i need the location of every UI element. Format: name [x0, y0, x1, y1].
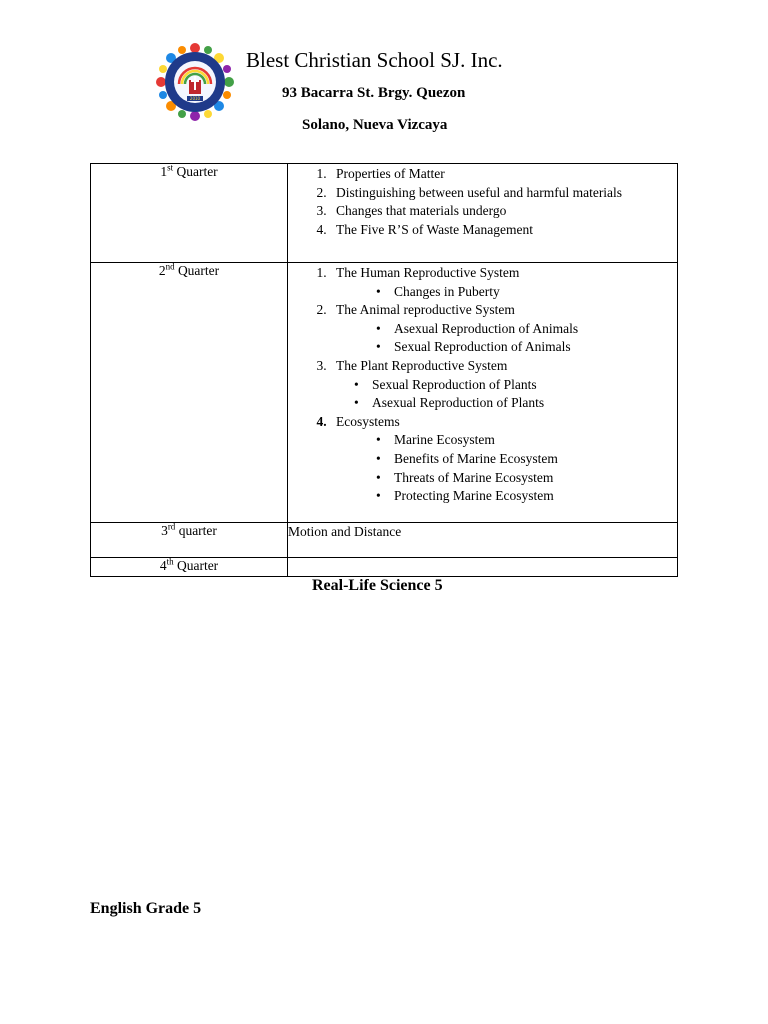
list-item: 1. The Human Reproductive System • Changes in Puberty [330, 264, 677, 301]
quarter-label-cell: 4th Quarter [91, 558, 288, 577]
topic-text: Motion and Distance [288, 524, 402, 539]
footer-heading: English Grade 5 [90, 900, 202, 917]
topics-cell [288, 263, 678, 523]
list-item: 1. Properties of Matter [330, 165, 677, 184]
topics-cell [288, 164, 678, 263]
table-row-q1 [91, 164, 678, 263]
sub-list-item: • Asexual Reproduction of Plants [354, 394, 677, 413]
list-item: 4. Ecosystems • Marine Ecosystem • Benefits of Marine Ecosystem • Threats of Marine Ecosystem • Protecting Marine Ecosystem [330, 413, 677, 506]
topic-list [288, 165, 677, 239]
section-title: Real-Life Science 5 [312, 577, 443, 594]
sub-list-item: • Protecting Marine Ecosystem [376, 487, 677, 506]
sub-list-item: • Sexual Reproduction of Plants [354, 376, 677, 395]
list-item: 3. The Plant Reproductive System • Sexual Reproduction of Plants • Asexual Reproduction of Plants [330, 357, 677, 413]
sub-list-item: • Threats of Marine Ecosystem [376, 469, 677, 488]
school-name: Blest Christian School SJ. Inc. [246, 48, 503, 72]
curriculum-table [90, 163, 678, 577]
list-item: 2. The Animal reproductive System • Asexual Reproduction of Animals • Sexual Reproduction of Animals [330, 301, 677, 357]
sub-list-item: • Marine Ecosystem [376, 431, 677, 450]
quarter-label-cell: 3rd quarter [91, 523, 288, 558]
list-item: 3. Changes that materials undergo [330, 202, 677, 221]
list-item: 4. The Five R’S of Waste Management [330, 221, 677, 240]
sub-list [336, 283, 677, 302]
sub-list-item: • Changes in Puberty [376, 283, 677, 302]
sub-list [336, 431, 677, 505]
logo-year: 2010 [189, 96, 201, 101]
sub-list [336, 320, 677, 357]
address-line-1: 93 Bacarra St. Brgy. Quezon [282, 85, 466, 101]
list-item: 2. Distinguishing between useful and harmful materials [330, 184, 677, 203]
address-line-2: Solano, Nueva Vizcaya [302, 117, 448, 133]
table-row-q4 [91, 558, 678, 577]
sub-list-item: • Sexual Reproduction of Animals [376, 338, 677, 357]
sub-list-item: • Benefits of Marine Ecosystem [376, 450, 677, 469]
quarter-label-cell: 2nd Quarter [91, 263, 288, 523]
sub-list [314, 376, 677, 413]
school-seal-icon [153, 40, 237, 124]
document-header [0, 0, 768, 150]
quarter-label-cell: 1st Quarter [91, 164, 288, 263]
table-row-q3 [91, 523, 678, 558]
topics-cell [288, 523, 678, 558]
topics-cell [288, 558, 678, 577]
topic-list [288, 264, 677, 506]
table-row-q2 [91, 263, 678, 523]
sub-list-item: • Asexual Reproduction of Animals [376, 320, 677, 339]
